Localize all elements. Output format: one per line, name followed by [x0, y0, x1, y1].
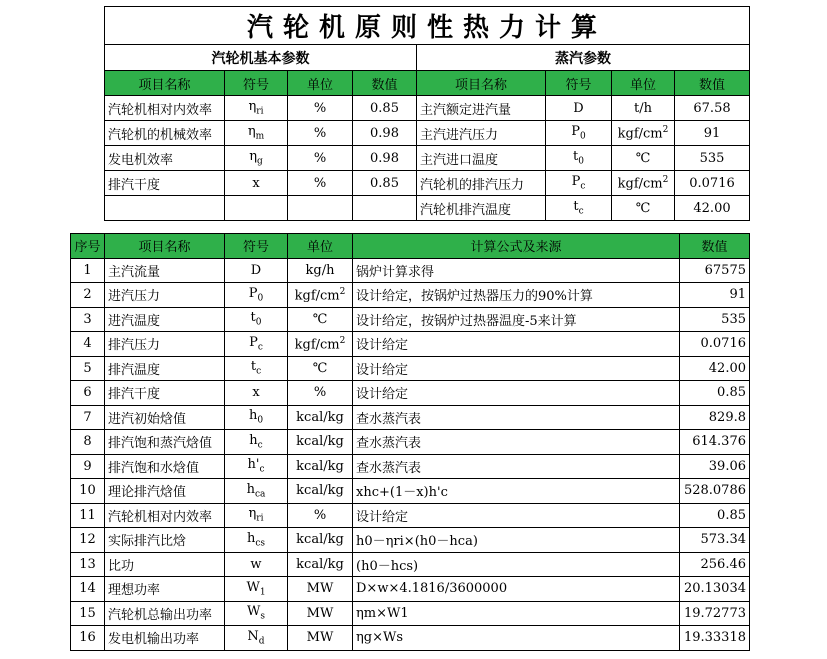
empty-cell — [105, 196, 225, 221]
symbol: t — [250, 359, 257, 375]
formula: ηg×Ws — [353, 626, 680, 651]
formula: 设计给定，按锅炉过热器温度-5来计算 — [353, 307, 680, 332]
symbol-cell — [225, 381, 288, 406]
symbol-subscript: s — [260, 612, 265, 623]
symbol: η — [249, 149, 258, 165]
symbol: x — [252, 385, 260, 401]
symbol-subscript: c — [257, 342, 263, 353]
item-name: 比功 — [105, 552, 225, 577]
calc-table-row — [71, 405, 750, 430]
col-header-name: 项目名称 — [417, 71, 546, 96]
symbol-subscript: ca — [254, 489, 266, 500]
unit: kcal/kg — [296, 434, 344, 450]
value: 829.8 — [680, 405, 750, 430]
param-unit: % — [288, 96, 353, 121]
row-index: 11 — [71, 503, 105, 528]
row-index: 10 — [71, 479, 105, 504]
symbol: h — [246, 530, 256, 546]
formula: 设计给定 — [353, 356, 680, 381]
calc-table-row — [71, 454, 750, 479]
symbol-subscript: c — [259, 465, 265, 476]
col-header-name: 项目名称 — [105, 234, 225, 259]
symbol: P — [571, 124, 580, 140]
symbol: D — [250, 262, 262, 278]
symbol-cell — [225, 552, 288, 577]
unit-cell — [288, 283, 353, 308]
steam-name: 主汽进汽压力 — [417, 121, 546, 146]
symbol: η — [247, 124, 256, 140]
unit-cell — [612, 196, 675, 221]
value: 0.85 — [680, 503, 750, 528]
col-header-symbol: 符号 — [546, 71, 612, 96]
value: 42.00 — [680, 356, 750, 381]
param-value: 0.85 — [353, 171, 417, 196]
symbol-subscript: 0 — [257, 293, 264, 304]
symbol: w — [250, 556, 262, 572]
row-index: 8 — [71, 430, 105, 455]
symbol-cell — [225, 258, 288, 283]
symbol-cell — [225, 405, 288, 430]
param-name: 汽轮机相对内效率 — [105, 96, 225, 121]
calc-table-row — [71, 601, 750, 626]
symbol-subscript: 0 — [580, 131, 586, 142]
steam-name: 主汽进口温度 — [417, 146, 546, 171]
item-name: 进汽初始焓值 — [105, 405, 225, 430]
item-name: 汽轮机相对内效率 — [105, 503, 225, 528]
unit-cell — [288, 479, 353, 504]
calc-table-row — [71, 430, 750, 455]
symbol-subscript: d — [258, 636, 265, 647]
steam-value: 67.58 — [675, 96, 750, 121]
row-index: 12 — [71, 528, 105, 553]
row-index: 15 — [71, 601, 105, 626]
unit-cell — [288, 332, 353, 357]
top-table-row — [105, 121, 750, 146]
top-table-row — [105, 96, 750, 121]
param-name: 汽轮机的机械效率 — [105, 121, 225, 146]
unit-cell — [288, 503, 353, 528]
unit-cell — [288, 381, 353, 406]
unit-cell — [612, 146, 675, 171]
unit: kg/h — [305, 262, 335, 278]
calc-table-row — [71, 552, 750, 577]
unit: ℃ — [635, 200, 651, 216]
symbol-subscript: ri — [256, 514, 264, 525]
calc-table-row — [71, 503, 750, 528]
item-name: 排汽温度 — [105, 356, 225, 381]
symbol-cell — [546, 171, 612, 196]
unit: kcal/kg — [296, 532, 344, 548]
col-header-unit: 单位 — [288, 234, 353, 259]
top-table-row — [105, 146, 750, 171]
formula: 查水蒸汽表 — [353, 430, 680, 455]
unit: % — [313, 385, 327, 401]
unit: ℃ — [312, 360, 328, 376]
calculation-table — [70, 233, 750, 651]
symbol: η — [248, 99, 257, 115]
empty-cell — [288, 196, 353, 221]
symbol-subscript: cs — [255, 538, 266, 549]
row-index: 7 — [71, 405, 105, 430]
symbol-subscript: 0 — [578, 156, 584, 167]
symbol-cell — [225, 307, 288, 332]
symbol: W — [247, 604, 261, 620]
formula: 查水蒸汽表 — [353, 405, 680, 430]
unit-cell — [288, 552, 353, 577]
empty-cell — [225, 196, 288, 221]
unit-superscript: 2 — [662, 124, 669, 135]
unit: % — [313, 507, 327, 523]
value: 91 — [680, 283, 750, 308]
item-name: 汽轮机总输出功率 — [105, 601, 225, 626]
page-title: 汽轮机原则性热力计算 — [105, 7, 750, 45]
value: 528.0786 — [680, 479, 750, 504]
formula: 设计给定 — [353, 381, 680, 406]
steam-value: 535 — [675, 146, 750, 171]
unit-cell — [288, 405, 353, 430]
formula: 设计给定 — [353, 332, 680, 357]
symbol-cell — [225, 146, 288, 171]
unit: MW — [306, 630, 334, 646]
unit-cell — [288, 307, 353, 332]
unit-superscript: 2 — [339, 335, 346, 346]
value: 67575 — [680, 258, 750, 283]
symbol: P — [571, 174, 581, 190]
basic-params-table — [104, 6, 750, 221]
value: 256.46 — [680, 552, 750, 577]
calc-table-row — [71, 258, 750, 283]
symbol-cell — [546, 96, 612, 121]
param-value: 0.98 — [353, 146, 417, 171]
calc-table-row — [71, 528, 750, 553]
symbol-cell — [225, 479, 288, 504]
param-name: 发电机效率 — [105, 146, 225, 171]
symbol-cell — [225, 121, 288, 146]
formula: D×w×4.1816/3600000 — [353, 577, 680, 602]
unit-cell — [288, 577, 353, 602]
symbol: η — [248, 506, 257, 522]
value: 19.72773 — [680, 601, 750, 626]
item-name: 排汽压力 — [105, 332, 225, 357]
param-unit: % — [288, 171, 353, 196]
steam-params-heading: 蒸汽参数 — [417, 45, 750, 71]
steam-name: 主汽额定进汽量 — [417, 96, 546, 121]
col-header-symbol: 符号 — [225, 71, 288, 96]
symbol-subscript: 0 — [255, 318, 262, 329]
symbol-subscript: m — [255, 131, 265, 142]
calc-table-row — [71, 307, 750, 332]
symbol-cell — [225, 626, 288, 651]
item-name: 主汽流量 — [105, 258, 225, 283]
symbol-subscript: 0 — [257, 416, 264, 427]
unit: kgf/cm — [294, 287, 340, 303]
value: 614.376 — [680, 430, 750, 455]
unit-cell — [288, 258, 353, 283]
symbol: h' — [247, 457, 260, 473]
row-index: 9 — [71, 454, 105, 479]
calc-table-row — [71, 479, 750, 504]
unit: t/h — [634, 100, 652, 116]
calc-table-row — [71, 626, 750, 651]
symbol-cell — [225, 171, 288, 196]
formula: xhc+(1－x)h'c — [353, 479, 680, 504]
row-index: 16 — [71, 626, 105, 651]
unit: kcal/kg — [296, 483, 344, 499]
steam-name: 汽轮机的排汽压力 — [417, 171, 546, 196]
steam-value: 42.00 — [675, 196, 750, 221]
steam-name: 汽轮机排汽温度 — [417, 196, 546, 221]
item-name: 发电机输出功率 — [105, 626, 225, 651]
unit: kgf/cm — [294, 336, 340, 352]
value: 0.85 — [680, 381, 750, 406]
unit: MW — [306, 605, 334, 621]
symbol-cell — [225, 283, 288, 308]
row-index: 1 — [71, 258, 105, 283]
formula: 设计给定，按锅炉过热器压力的90%计算 — [353, 283, 680, 308]
symbol: h — [249, 432, 258, 448]
formula: 设计给定 — [353, 503, 680, 528]
symbol-subscript: c — [256, 367, 262, 378]
symbol-cell — [225, 528, 288, 553]
symbol: N — [247, 628, 259, 644]
symbol: x — [252, 175, 260, 191]
col-header-value: 数值 — [675, 71, 750, 96]
value: 0.0716 — [680, 332, 750, 357]
symbol-cell — [225, 503, 288, 528]
row-index: 14 — [71, 577, 105, 602]
symbol-cell — [546, 146, 612, 171]
top-table-row — [105, 171, 750, 196]
calc-table-row — [71, 283, 750, 308]
steam-value: 91 — [675, 121, 750, 146]
symbol: D — [573, 100, 584, 116]
col-header-name: 项目名称 — [105, 71, 225, 96]
col-header-unit: 单位 — [288, 71, 353, 96]
unit: ℃ — [312, 311, 328, 327]
item-name: 理论排汽焓值 — [105, 479, 225, 504]
item-name: 理想功率 — [105, 577, 225, 602]
param-value: 0.85 — [353, 96, 417, 121]
symbol: t — [573, 199, 579, 215]
unit-superscript: 2 — [662, 174, 669, 185]
steam-value: 0.0716 — [675, 171, 750, 196]
item-name: 排汽饱和蒸汽焓值 — [105, 430, 225, 455]
symbol: t — [573, 149, 579, 165]
col-header-index: 序号 — [71, 234, 105, 259]
unit: kcal/kg — [296, 409, 344, 425]
col-header-symbol: 符号 — [225, 234, 288, 259]
symbol-cell — [546, 196, 612, 221]
symbol: h — [246, 481, 255, 497]
symbol-cell — [225, 454, 288, 479]
unit-cell — [288, 626, 353, 651]
symbol-subscript: 1 — [259, 587, 266, 598]
row-index: 6 — [71, 381, 105, 406]
calc-table-row — [71, 356, 750, 381]
symbol: W — [246, 579, 260, 595]
param-name: 排汽干度 — [105, 171, 225, 196]
symbol-subscript: g — [257, 156, 263, 167]
param-unit: % — [288, 146, 353, 171]
unit-cell — [612, 96, 675, 121]
col-header-unit: 单位 — [612, 71, 675, 96]
unit-cell — [288, 601, 353, 626]
symbol-cell — [225, 356, 288, 381]
param-unit: % — [288, 121, 353, 146]
col-header-formula: 计算公式及来源 — [353, 234, 680, 259]
symbol-subscript: c — [578, 206, 584, 217]
calc-header-row — [71, 234, 750, 259]
calc-table-row — [71, 381, 750, 406]
param-value: 0.98 — [353, 121, 417, 146]
symbol-cell — [225, 96, 288, 121]
value: 573.34 — [680, 528, 750, 553]
unit-cell — [612, 121, 675, 146]
symbol-subscript: c — [257, 440, 263, 451]
formula: 锅炉计算求得 — [353, 258, 680, 283]
value: 19.33318 — [680, 626, 750, 651]
unit: kgf/cm — [617, 126, 663, 142]
unit-cell — [288, 528, 353, 553]
col-header-value: 数值 — [353, 71, 417, 96]
unit-cell — [612, 171, 675, 196]
item-name: 实际排汽比焓 — [105, 528, 225, 553]
formula: (h0－hcs) — [353, 552, 680, 577]
symbol-cell — [225, 430, 288, 455]
symbol: t — [250, 310, 256, 326]
formula: h0－ηri×(h0－hca) — [353, 528, 680, 553]
top-header-row — [105, 71, 750, 96]
turbine-params-heading: 汽轮机基本参数 — [105, 45, 417, 71]
unit-superscript: 2 — [339, 286, 346, 297]
calc-table-row — [71, 332, 750, 357]
unit: MW — [306, 581, 334, 597]
unit: kgf/cm — [617, 176, 663, 192]
formula: 查水蒸汽表 — [353, 454, 680, 479]
symbol-subscript: ri — [256, 106, 264, 117]
symbol: h — [248, 408, 258, 424]
value: 39.06 — [680, 454, 750, 479]
unit-cell — [288, 454, 353, 479]
symbol: P — [249, 334, 258, 350]
item-name: 进汽压力 — [105, 283, 225, 308]
col-header-value: 数值 — [680, 234, 750, 259]
item-name: 排汽干度 — [105, 381, 225, 406]
value: 535 — [680, 307, 750, 332]
unit-cell — [288, 356, 353, 381]
symbol-cell — [225, 332, 288, 357]
symbol-cell — [225, 601, 288, 626]
item-name: 排汽饱和水焓值 — [105, 454, 225, 479]
unit: ℃ — [635, 150, 651, 166]
symbol-subscript: c — [580, 181, 586, 192]
top-table-row — [105, 196, 750, 221]
value: 20.13034 — [680, 577, 750, 602]
row-index: 13 — [71, 552, 105, 577]
unit: kcal/kg — [296, 556, 344, 572]
formula: ηm×W1 — [353, 601, 680, 626]
unit-cell — [288, 430, 353, 455]
row-index: 2 — [71, 283, 105, 308]
row-index: 5 — [71, 356, 105, 381]
unit: kcal/kg — [296, 458, 344, 474]
symbol-cell — [546, 121, 612, 146]
row-index: 4 — [71, 332, 105, 357]
empty-cell — [353, 196, 417, 221]
calc-table-row — [71, 577, 750, 602]
symbol: P — [248, 285, 258, 301]
item-name: 进汽温度 — [105, 307, 225, 332]
symbol-cell — [225, 577, 288, 602]
row-index: 3 — [71, 307, 105, 332]
